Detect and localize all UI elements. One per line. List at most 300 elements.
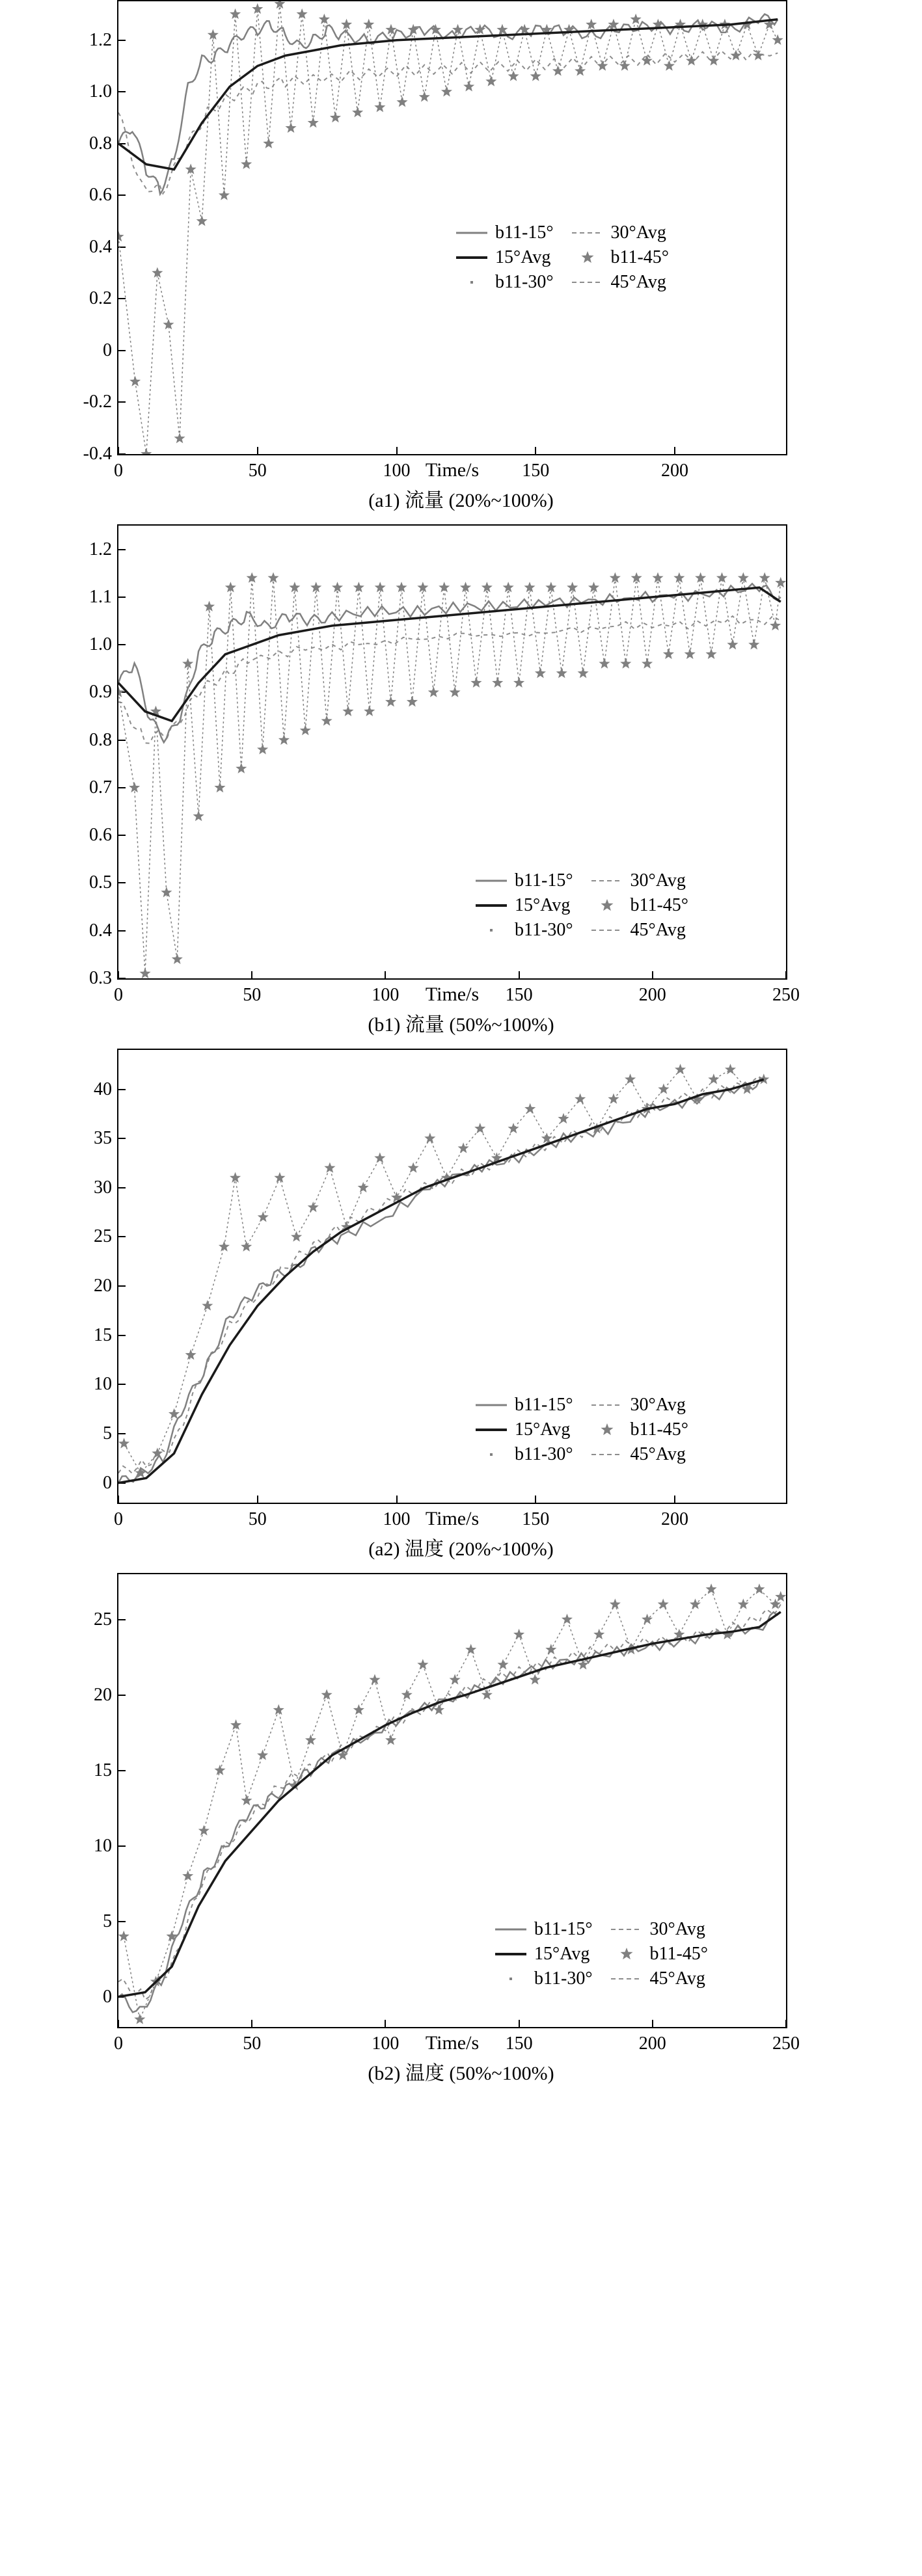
star-marker (193, 811, 204, 821)
legend-label: b11-30° (495, 272, 554, 292)
legend-label: b11-45° (610, 247, 669, 267)
x-tick-label: 150 (505, 985, 533, 1005)
legend-dash-gray-icon (610, 1972, 644, 1986)
y-tick-label: 0.8 (89, 133, 112, 154)
legend-label: b11-15° (515, 870, 573, 891)
legend-dot-gray-icon (474, 1447, 508, 1462)
legend-line-gray-icon (455, 226, 489, 240)
star-marker (129, 376, 141, 386)
series-path (118, 50, 778, 194)
legend-item (494, 1920, 592, 1939)
star-marker (172, 954, 183, 964)
star-marker (267, 572, 278, 583)
legend-label: 15°Avg (495, 247, 551, 267)
legend-star-gray-icon (590, 898, 624, 913)
star-marker (652, 572, 663, 583)
star-marker (725, 1064, 736, 1074)
x-tick-label: 200 (638, 2033, 666, 2054)
star-marker (562, 1614, 573, 1624)
legend-label: 30°Avg (630, 1395, 686, 1415)
y-tick-label: 0.5 (89, 872, 112, 893)
y-tick-label: 0.6 (89, 185, 112, 206)
x-axis-label-b2: Time/s (425, 2032, 480, 2054)
star-marker (758, 1073, 769, 1084)
y-tick-label: 1.0 (89, 81, 112, 102)
star-marker (358, 1182, 369, 1192)
star-marker (716, 572, 727, 583)
chart-legend (494, 1920, 708, 1988)
star-marker (424, 1133, 435, 1143)
star-marker (118, 231, 124, 241)
star-marker (575, 65, 586, 75)
star-marker (241, 159, 252, 169)
star-marker (503, 582, 514, 592)
series-layer (474, 1398, 508, 1412)
x-tick-label: 100 (372, 2033, 400, 2054)
x-tick-label: 0 (114, 461, 123, 481)
y-tick-label: 40 (94, 1079, 112, 1099)
star-marker (508, 1123, 519, 1133)
star-marker (556, 667, 567, 678)
star-marker (174, 433, 185, 443)
star-marker (481, 1689, 493, 1700)
star-marker (753, 1583, 765, 1594)
legend-label: 45°Avg (649, 1968, 705, 1989)
legend-item (494, 1945, 592, 1963)
star-marker (278, 734, 290, 745)
legend-line-gray-icon (494, 1922, 528, 1937)
star-marker (708, 55, 719, 65)
legend-item (590, 896, 688, 915)
y-tick-label: 0.4 (89, 236, 112, 257)
legend-item (571, 224, 669, 242)
star-marker (236, 763, 247, 773)
star-marker (664, 60, 675, 70)
legend-label: b11-15° (495, 222, 554, 243)
series-layer (590, 1447, 624, 1462)
star-marker (775, 577, 786, 587)
star-marker (202, 1300, 213, 1310)
series-layer (590, 1398, 624, 1412)
star-marker (642, 55, 653, 65)
legend-dash-gray-icon (590, 874, 624, 888)
y-tick-label: 0.4 (89, 920, 112, 941)
legend-line-gray-icon (474, 1398, 508, 1412)
star-marker (257, 744, 268, 754)
y-tick-label: 25 (94, 1609, 112, 1630)
legend-item (610, 1970, 708, 1988)
star-marker (428, 686, 439, 697)
y-tick-label: 0.9 (89, 682, 112, 703)
legend-item (474, 896, 573, 915)
star-marker (419, 91, 430, 101)
star-marker (685, 649, 696, 659)
legend-dash-gray-icon (590, 923, 624, 937)
legend-item (571, 248, 669, 267)
star-marker (258, 1211, 269, 1222)
star-marker (152, 1447, 163, 1458)
star-marker (139, 968, 150, 978)
y-tick-label: -0.2 (83, 392, 112, 412)
star-marker (353, 1704, 364, 1715)
chart-legend (455, 224, 669, 291)
legend-dash-gray-icon (571, 226, 604, 240)
legend-label: 30°Avg (610, 222, 666, 243)
star-marker (597, 60, 608, 70)
legend-item (474, 872, 573, 890)
legend-item (474, 1421, 573, 1439)
star-marker (408, 1162, 419, 1173)
figure-a2 (0, 1049, 922, 1561)
series-layer (571, 226, 604, 240)
star-marker (450, 686, 461, 697)
star-marker (308, 1201, 319, 1212)
star-marker (374, 101, 385, 112)
caption-a1: (a1) 流量 (20%~100%) (368, 490, 554, 511)
legend-item (474, 1396, 573, 1414)
x-tick-label: 50 (243, 2033, 262, 2054)
star-marker (407, 696, 418, 706)
star-marker (706, 649, 717, 659)
series-path (118, 4, 778, 454)
x-tick-label: 150 (505, 2033, 533, 2054)
legend-item (610, 1920, 708, 1939)
star-marker (708, 1073, 719, 1084)
star-marker (257, 1749, 268, 1760)
y-tick-label: 1.1 (89, 586, 112, 607)
star-marker (321, 1689, 332, 1700)
star-marker (305, 1734, 316, 1745)
series-path (118, 616, 781, 744)
star-marker (352, 107, 363, 117)
star-marker (631, 572, 642, 583)
chart-legend (474, 1396, 688, 1464)
x-tick-label: 150 (522, 461, 550, 481)
star-marker (330, 112, 341, 122)
star-marker (374, 1152, 385, 1162)
star-marker (332, 582, 343, 592)
y-tick-label: 25 (94, 1226, 112, 1247)
legend-line-black-icon (455, 250, 489, 265)
legend-dot-gray-icon (455, 275, 489, 289)
star-marker (578, 667, 589, 678)
star-marker (586, 19, 597, 29)
star-marker (508, 70, 519, 81)
x-tick-label: 50 (243, 985, 262, 1005)
series-layer (610, 1972, 644, 1986)
legend-label: 45°Avg (630, 1444, 686, 1464)
x-axis-label-a1: Time/s (425, 459, 480, 481)
star-marker (599, 658, 610, 668)
y-tick-label: 0.2 (89, 288, 112, 309)
star-marker (324, 1162, 335, 1173)
x-tick-label: 0 (114, 985, 123, 1005)
x-tick-label: 100 (383, 1509, 411, 1529)
legend-dot-gray-icon (494, 1972, 528, 1986)
y-tick-label: 0.7 (89, 777, 112, 798)
star-marker (197, 215, 208, 226)
legend-label: b11-30° (515, 1444, 573, 1464)
star-marker (625, 1073, 636, 1084)
series-layer (474, 1423, 508, 1437)
legend-dash-gray-icon (590, 1398, 624, 1412)
series-layer (474, 1447, 508, 1462)
star-marker (610, 572, 621, 583)
star-marker (530, 1674, 541, 1684)
legend-item (590, 872, 688, 890)
star-marker (513, 677, 524, 688)
y-tick-label: 15 (94, 1760, 112, 1780)
series-layer (590, 923, 624, 937)
series-layer (118, 1, 786, 454)
x-axis-label-b1: Time/s (425, 984, 480, 1005)
star-marker (748, 639, 759, 649)
legend-line-black-icon (494, 1947, 528, 1961)
star-marker (214, 782, 225, 792)
y-tick-label: 20 (94, 1276, 112, 1296)
legend-item (455, 224, 553, 242)
star-marker (408, 24, 419, 34)
x-tick-label: 50 (248, 461, 267, 481)
y-tick-label: 0.6 (89, 825, 112, 846)
star-marker (161, 887, 172, 897)
star-marker (601, 899, 613, 911)
x-tick-label: 0 (114, 1509, 123, 1529)
y-tick-label: 0.3 (89, 968, 112, 988)
x-tick-label: 250 (772, 2033, 800, 2054)
x-tick-label: 200 (638, 985, 666, 1005)
star-marker (575, 1093, 586, 1104)
star-marker (530, 70, 541, 81)
legend-label: b11-15° (515, 1395, 573, 1415)
legend-label: b11-30° (534, 1968, 593, 1989)
legend-label: 30°Avg (630, 870, 686, 891)
star-marker (118, 1438, 129, 1448)
series-layer (610, 1922, 644, 1937)
star-marker (620, 1948, 632, 1959)
star-marker (642, 1614, 653, 1624)
star-marker (485, 75, 496, 86)
series-layer (494, 1947, 528, 1961)
star-marker (775, 1591, 786, 1602)
star-marker (727, 639, 738, 649)
x-tick-label: 250 (772, 985, 800, 1005)
x-tick-label: 0 (114, 2033, 123, 2054)
star-marker (182, 1870, 193, 1881)
legend-label: b11-45° (630, 895, 688, 915)
star-marker (219, 1241, 230, 1252)
legend-item (474, 1445, 573, 1464)
star-marker (470, 677, 481, 688)
series-layer (590, 874, 624, 888)
x-tick-label: 200 (661, 461, 688, 481)
y-tick-label: 1.2 (89, 539, 112, 559)
legend-item (590, 921, 688, 939)
x-tick-label: 100 (383, 461, 411, 481)
star-marker (273, 1704, 284, 1715)
star-marker (474, 1123, 485, 1133)
legend-label: b11-15° (534, 1919, 593, 1939)
legend-dot-gray-icon (474, 923, 508, 937)
figure-b2 (0, 1573, 922, 2086)
series-layer (455, 226, 489, 240)
legend-item (455, 248, 553, 267)
y-tick-label: 1.2 (89, 29, 112, 50)
series-layer (474, 898, 508, 913)
star-marker (167, 1931, 178, 1941)
star-marker (285, 122, 296, 133)
star-marker (274, 1172, 285, 1183)
star-marker (535, 667, 546, 678)
star-marker (558, 1113, 569, 1123)
series-layer (494, 1922, 528, 1937)
series-layer (590, 1423, 624, 1437)
star-marker (241, 1795, 252, 1805)
figure-a1 (0, 0, 922, 513)
y-tick-label: 30 (94, 1177, 112, 1198)
legend-label: 45°Avg (610, 272, 666, 292)
star-marker (385, 1734, 396, 1745)
star-marker (492, 677, 503, 688)
star-marker (581, 251, 593, 263)
y-tick-label: 15 (94, 1324, 112, 1345)
y-tick-label: 5 (103, 1911, 112, 1931)
star-marker (118, 1931, 129, 1941)
y-tick-label: 0.8 (89, 729, 112, 750)
legend-item (571, 273, 669, 291)
star-marker (663, 649, 674, 659)
star-marker (545, 1644, 556, 1654)
star-marker (450, 1674, 461, 1684)
star-marker (601, 1423, 613, 1435)
series-layer (571, 250, 604, 265)
star-marker (364, 706, 375, 716)
y-tick-label: 0 (103, 1472, 112, 1493)
star-marker (772, 34, 783, 45)
legend-star-gray-icon (571, 250, 604, 265)
series-layer (571, 275, 604, 289)
series-layer (455, 275, 489, 289)
star-marker (134, 2013, 145, 2024)
x-tick-label: 100 (372, 985, 400, 1005)
star-marker (441, 86, 452, 96)
x-tick-label: 200 (661, 1509, 688, 1529)
star-marker (129, 782, 140, 792)
y-tick-label: 1.0 (89, 634, 112, 655)
legend-item (590, 1445, 688, 1464)
legend-item (610, 1945, 708, 1963)
legend-item (474, 921, 573, 939)
series-layer (474, 923, 508, 937)
legend-label: b11-30° (515, 920, 573, 940)
y-tick-label: 10 (94, 1835, 112, 1856)
y-tick-label: 35 (94, 1128, 112, 1149)
star-marker (593, 1629, 604, 1639)
x-tick-label: 50 (248, 1509, 267, 1529)
star-marker (706, 1583, 717, 1594)
star-marker (675, 1064, 686, 1074)
chart-legend (474, 872, 688, 939)
x-axis-label-a2: Time/s (425, 1508, 480, 1529)
legend-label: b11-45° (649, 1944, 708, 1964)
star-marker (291, 1231, 302, 1241)
legend-label: 15°Avg (515, 1419, 571, 1440)
star-marker (263, 138, 274, 148)
series-layer (455, 250, 489, 265)
legend-dash-gray-icon (610, 1922, 644, 1937)
legend-item (494, 1970, 592, 1988)
star-marker (385, 696, 396, 706)
star-marker (342, 706, 353, 716)
legend-item (455, 273, 553, 291)
x-tick-label: 150 (522, 1509, 550, 1529)
star-marker (524, 1103, 536, 1114)
star-marker (610, 1598, 621, 1609)
star-marker (219, 189, 230, 200)
star-marker (241, 1241, 252, 1252)
star-marker (396, 96, 407, 107)
y-tick-label: -0.4 (83, 444, 112, 464)
legend-item (590, 1396, 688, 1414)
star-marker (198, 1825, 210, 1835)
y-tick-label: 0 (103, 340, 112, 360)
star-marker (214, 1765, 225, 1775)
legend-line-gray-icon (474, 874, 508, 888)
legend-line-black-icon (474, 898, 508, 913)
star-marker (401, 1689, 413, 1700)
star-marker (552, 65, 563, 75)
caption-b1: (b1) 流量 (50%~100%) (368, 1014, 554, 1036)
star-marker (308, 117, 319, 127)
y-tick-label: 5 (103, 1423, 112, 1444)
star-marker (141, 448, 152, 454)
star-marker (300, 725, 311, 735)
y-tick-label: 20 (94, 1684, 112, 1705)
series-layer (494, 1972, 528, 1986)
star-marker (770, 620, 781, 630)
star-marker (481, 582, 493, 592)
star-marker (619, 60, 630, 70)
star-marker (321, 715, 332, 725)
legend-label: 30°Avg (649, 1919, 705, 1939)
series-layer (474, 874, 508, 888)
star-marker (642, 658, 653, 668)
y-tick-label: 10 (94, 1374, 112, 1395)
star-marker (722, 1629, 733, 1639)
figure-b1 (0, 524, 922, 1037)
legend-label: b11-45° (630, 1419, 688, 1440)
star-marker (417, 1659, 428, 1669)
star-marker (497, 1659, 508, 1669)
legend-star-gray-icon (610, 1947, 644, 1961)
legend-item (590, 1421, 688, 1439)
star-marker (465, 1644, 476, 1654)
legend-line-black-icon (474, 1423, 508, 1437)
star-marker (230, 1172, 241, 1183)
star-marker (369, 1674, 380, 1684)
star-marker (630, 14, 642, 24)
star-marker (513, 1629, 524, 1639)
series-layer (610, 1947, 644, 1961)
series-layer (590, 898, 624, 913)
legend-label: 45°Avg (630, 920, 686, 940)
caption-a2: (a2) 温度 (20%~100%) (368, 1538, 554, 1560)
legend-star-gray-icon (590, 1423, 624, 1437)
star-marker (463, 81, 474, 91)
legend-dash-gray-icon (571, 275, 604, 289)
legend-dash-gray-icon (590, 1447, 624, 1462)
star-marker (620, 658, 631, 668)
